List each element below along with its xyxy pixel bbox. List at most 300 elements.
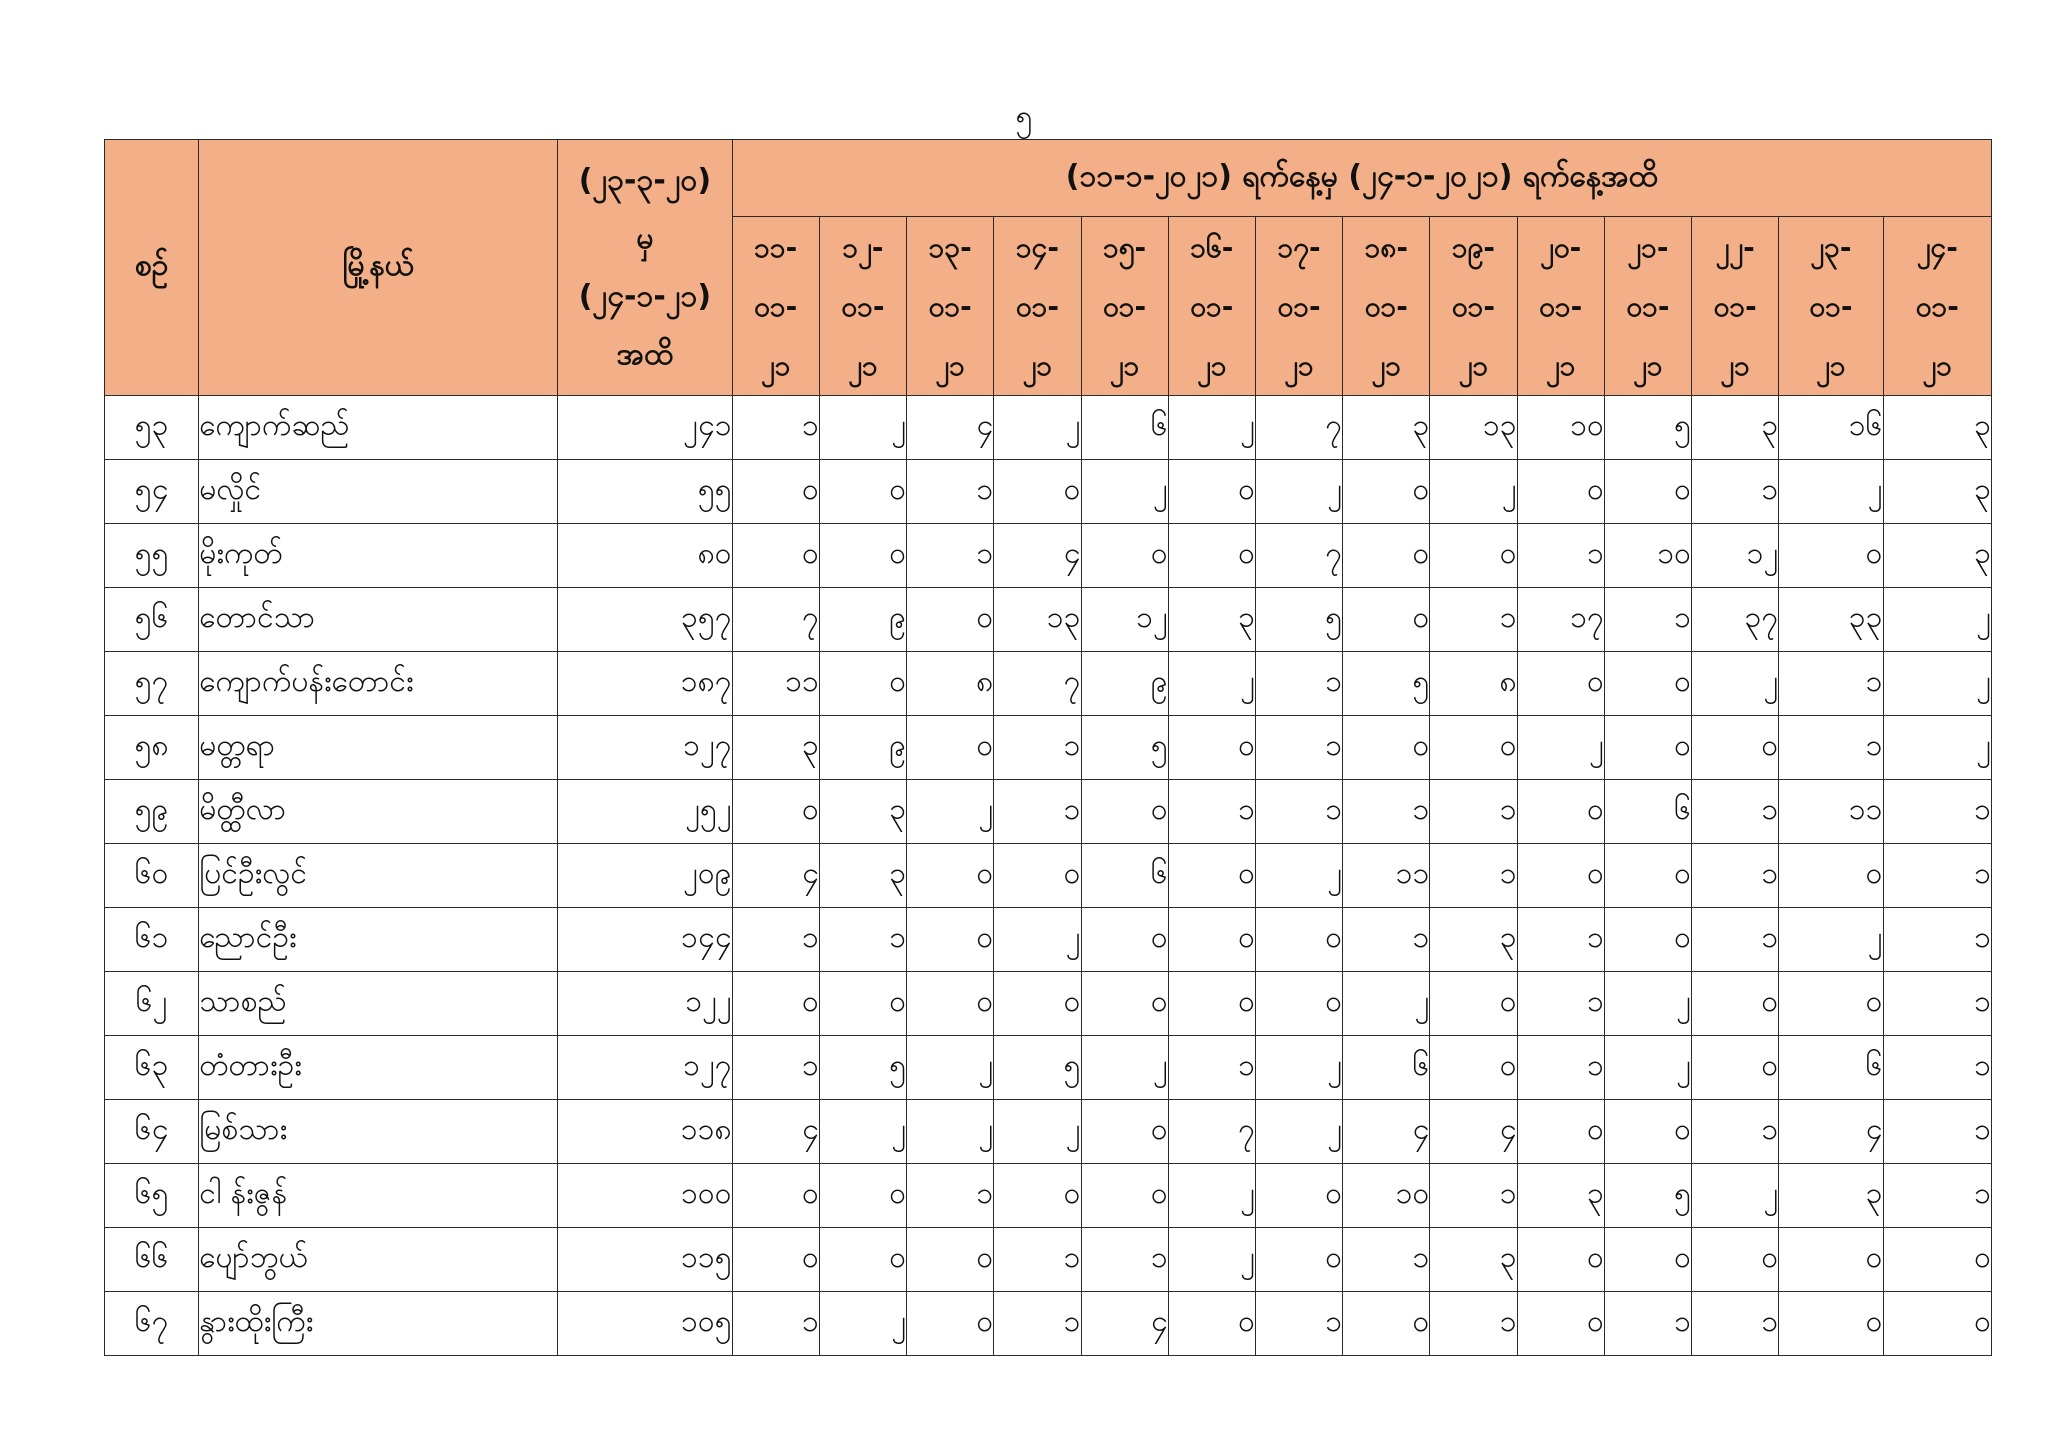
cell-day-count: ၀ — [1168, 716, 1255, 780]
cell-day-count: ၀ — [732, 780, 819, 844]
header-date — [1081, 217, 1168, 396]
table-row — [105, 716, 1992, 780]
cell-day-count: ၂ — [1343, 972, 1430, 1036]
cell-day-count: ၇ — [1255, 524, 1342, 588]
cell-day-count: ၂ — [1255, 1100, 1342, 1164]
cell-day-count: ၀ — [1255, 1228, 1342, 1292]
cell-day-count: ၀ — [1343, 588, 1430, 652]
cell-day-count: ၂ — [1779, 908, 1883, 972]
cell-day-count: ၀ — [1081, 1164, 1168, 1228]
cell-day-count: ၁ — [1343, 908, 1430, 972]
cell-total: ၁၀၅ — [558, 1292, 732, 1356]
cell-day-count: ၀ — [732, 524, 819, 588]
cell-no: ၆၀ — [105, 844, 199, 908]
cell-day-count: ၃ — [1343, 396, 1430, 460]
cell-no: ၆၂ — [105, 972, 199, 1036]
cell-township: ပြင်ဦးလွင် — [199, 844, 558, 908]
cell-day-count: ၃ — [1883, 524, 1991, 588]
cell-day-count: ၀ — [1604, 460, 1691, 524]
header-date-line: ၀၁- — [754, 289, 798, 323]
cell-day-count: ၀ — [1255, 908, 1342, 972]
cell-day-count: ၅ — [1081, 716, 1168, 780]
header-date-line: ၁၁- — [754, 230, 798, 264]
cell-day-count: ၁ — [1430, 1292, 1517, 1356]
cell-day-count: ၅ — [1255, 588, 1342, 652]
cell-day-count: ၀ — [1692, 972, 1779, 1036]
cell-day-count: ၀ — [907, 588, 994, 652]
cell-day-count: ၆ — [1779, 1036, 1883, 1100]
cell-day-count: ၀ — [907, 716, 994, 780]
header-date-line: ၂၁ — [1371, 348, 1402, 382]
cell-no: ၅၉ — [105, 780, 199, 844]
header-date-line: ၀၁- — [1713, 289, 1757, 323]
cell-day-count: ၀ — [994, 1164, 1081, 1228]
cell-day-count: ၁ — [732, 1292, 819, 1356]
cell-day-count: ၄ — [907, 396, 994, 460]
cell-day-count: ၉ — [819, 716, 906, 780]
cell-day-count: ၀ — [1779, 524, 1883, 588]
cell-day-count: ၀ — [819, 1164, 906, 1228]
cell-day-count: ၀ — [1883, 1228, 1991, 1292]
cell-day-count: ၂ — [1255, 460, 1342, 524]
header-date-line: ၂၁ — [1109, 348, 1140, 382]
header-date-line: ၂၁ — [1922, 348, 1953, 382]
cell-day-count: ၁ — [1883, 1100, 1991, 1164]
cell-day-count: ၁ — [819, 908, 906, 972]
cell-day-count: ၇ — [732, 588, 819, 652]
cell-day-count: ၀ — [1255, 1164, 1342, 1228]
cell-day-count: ၁၇ — [1517, 588, 1604, 652]
cell-day-count: ၁ — [732, 1036, 819, 1100]
cell-day-count: ၄ — [1430, 1100, 1517, 1164]
cell-day-count: ၃၃ — [1779, 588, 1883, 652]
cell-day-count: ၀ — [1343, 460, 1430, 524]
cell-day-count: ၇ — [1255, 396, 1342, 460]
header-date-line: ၀၁- — [1277, 289, 1321, 323]
cell-day-count: ၂ — [994, 1100, 1081, 1164]
cell-day-count: ၁ — [1343, 780, 1430, 844]
cell-day-count: ၁ — [1081, 1228, 1168, 1292]
cell-day-count: ၁ — [994, 1228, 1081, 1292]
header-date-line: ၂၁ — [1816, 348, 1846, 382]
cell-township: တောင်သာ — [199, 588, 558, 652]
cell-day-count: ၁ — [1883, 972, 1991, 1036]
cell-day-count: ၁ — [732, 908, 819, 972]
cell-day-count: ၂ — [1604, 1036, 1691, 1100]
cell-day-count: ၁၀ — [1604, 524, 1691, 588]
header-date — [1255, 217, 1342, 396]
cell-day-count: ၁၁ — [1343, 844, 1430, 908]
cell-day-count: ၁ — [1517, 524, 1604, 588]
cell-day-count: ၃ — [1430, 1228, 1517, 1292]
cell-day-count: ၂ — [1883, 652, 1991, 716]
header-total-line: မှ — [636, 220, 654, 256]
cell-day-count: ၁၁ — [1779, 780, 1883, 844]
cell-day-count: ၀ — [1692, 1036, 1779, 1100]
cell-day-count: ၁၁ — [732, 652, 819, 716]
cell-day-count: ၀ — [819, 1228, 906, 1292]
cell-day-count: ၀ — [819, 460, 906, 524]
cell-day-count: ၅ — [1604, 396, 1691, 460]
cell-day-count: ၀ — [1168, 1292, 1255, 1356]
cell-township: ကျောက်ပန်းတောင်း — [199, 652, 558, 716]
cell-day-count: ၁ — [994, 1292, 1081, 1356]
cell-day-count: ၁ — [1255, 652, 1342, 716]
cell-township: မိတ္ထီလာ — [199, 780, 558, 844]
cell-no: ၅၄ — [105, 460, 199, 524]
cell-day-count: ၃ — [1692, 396, 1779, 460]
cell-total: ၈၀ — [558, 524, 732, 588]
cell-day-count: ၂ — [907, 1036, 994, 1100]
cell-day-count: ၃ — [1883, 396, 1991, 460]
cell-day-count: ၁ — [907, 460, 994, 524]
cell-no: ၆၆ — [105, 1228, 199, 1292]
cell-day-count: ၀ — [819, 972, 906, 1036]
cell-day-count: ၀ — [1430, 524, 1517, 588]
cell-day-count: ၂ — [1692, 1164, 1779, 1228]
cell-day-count: ၀ — [1081, 1100, 1168, 1164]
cell-day-count: ၄ — [732, 844, 819, 908]
cell-day-count: ၁ — [1430, 844, 1517, 908]
cell-day-count: ၁ — [1517, 908, 1604, 972]
cell-day-count: ၂ — [819, 1100, 906, 1164]
cell-day-count: ၁ — [994, 780, 1081, 844]
cell-day-count: ၂ — [1692, 652, 1779, 716]
cell-day-count: ၀ — [819, 652, 906, 716]
table-row — [105, 1228, 1992, 1292]
cell-day-count: ၄ — [1779, 1100, 1883, 1164]
cell-no: ၅၃ — [105, 396, 199, 460]
header-date — [1430, 217, 1517, 396]
cell-day-count: ၀ — [1517, 780, 1604, 844]
cell-day-count: ၀ — [907, 908, 994, 972]
cell-day-count: ၀ — [1168, 460, 1255, 524]
cell-day-count: ၉ — [1081, 652, 1168, 716]
cell-day-count: ၁ — [1692, 844, 1779, 908]
cell-day-count: ၁ — [1779, 652, 1883, 716]
header-date-line: ၁၉- — [1451, 230, 1496, 264]
cell-day-count: ၂ — [1430, 460, 1517, 524]
table-row — [105, 1100, 1992, 1164]
cell-township: ပျော်ဘွယ် — [199, 1228, 558, 1292]
header-date-range: (၁၁-၁-၂၀၂၁) ရက်နေ့မှ (၂၄-၁-၂၀၂၁) ရက်နေ့အထိ — [732, 140, 1991, 217]
cell-day-count: ၁၆ — [1779, 396, 1883, 460]
cell-day-count: ၂ — [1604, 972, 1691, 1036]
cell-day-count: ၀ — [1517, 1228, 1604, 1292]
table-row — [105, 972, 1992, 1036]
cell-day-count: ၁ — [1430, 588, 1517, 652]
cell-township: သာစည် — [199, 972, 558, 1036]
header-date-line: ၁၆- — [1190, 230, 1234, 264]
cell-total: ၂၀၉ — [558, 844, 732, 908]
header-date-line: ၀၁- — [1015, 289, 1059, 323]
cell-total: ၁၂၇ — [558, 716, 732, 780]
cell-day-count: ၁ — [1255, 716, 1342, 780]
cell-day-count: ၂ — [1168, 652, 1255, 716]
cell-day-count: ၂ — [1883, 588, 1991, 652]
header-total-line: အထိ — [616, 336, 674, 372]
header-date-line: ၂၁ — [1197, 348, 1227, 382]
cell-day-count: ၂ — [1168, 1164, 1255, 1228]
cell-day-count: ၂ — [819, 1292, 906, 1356]
cell-no: ၆၅ — [105, 1164, 199, 1228]
cell-day-count: ၃ — [1168, 588, 1255, 652]
cell-day-count: ၀ — [1343, 716, 1430, 780]
cell-day-count: ၀ — [1343, 524, 1430, 588]
cell-day-count: ၁ — [1692, 460, 1779, 524]
cell-day-count: ၀ — [1168, 972, 1255, 1036]
cell-day-count: ၆ — [1604, 780, 1691, 844]
cell-day-count: ၁ — [1255, 1292, 1342, 1356]
cell-day-count: ၆ — [1081, 844, 1168, 908]
cell-day-count: ၁ — [1168, 780, 1255, 844]
cell-day-count: ၀ — [1779, 844, 1883, 908]
cell-day-count: ၁၂ — [1692, 524, 1779, 588]
cell-total: ၂၅၂ — [558, 780, 732, 844]
cell-township: နွားထိုးကြီး — [199, 1292, 558, 1356]
cell-day-count: ၁ — [1168, 1036, 1255, 1100]
cell-no: ၆၁ — [105, 908, 199, 972]
header-date — [1779, 217, 1883, 396]
cell-day-count: ၂ — [1168, 1228, 1255, 1292]
cell-day-count: ၁ — [1343, 1228, 1430, 1292]
cell-total: ၁၀၀ — [558, 1164, 732, 1228]
table-row — [105, 588, 1992, 652]
cell-day-count: ၂ — [1255, 844, 1342, 908]
cell-day-count: ၁၃ — [1430, 396, 1517, 460]
cell-day-count: ၅ — [819, 1036, 906, 1100]
cell-day-count: ၈ — [1430, 652, 1517, 716]
table-row — [105, 908, 1992, 972]
cell-day-count: ၁ — [994, 716, 1081, 780]
cell-day-count: ၁ — [1604, 1292, 1691, 1356]
header-date — [1692, 217, 1779, 396]
cell-total: ၁၂၇ — [558, 1036, 732, 1100]
header-date-line: ၀၁- — [1809, 289, 1853, 323]
cell-day-count: ၃ — [819, 844, 906, 908]
cell-day-count: ၁ — [1883, 908, 1991, 972]
cell-day-count: ၀ — [1343, 1292, 1430, 1356]
cell-day-count: ၁ — [1692, 908, 1779, 972]
cell-day-count: ၆ — [1343, 1036, 1430, 1100]
cell-day-count: ၁ — [1883, 1164, 1991, 1228]
cell-day-count: ၀ — [907, 1292, 994, 1356]
cell-day-count: ၂ — [1779, 460, 1883, 524]
header-total — [558, 140, 732, 396]
header-date-line: ၀၁- — [1103, 289, 1147, 323]
header-date-line: ၀၁- — [1451, 289, 1496, 323]
cell-township: ညောင်ဦး — [199, 908, 558, 972]
cell-day-count: ၀ — [1168, 844, 1255, 908]
cell-township: မြစ်သား — [199, 1100, 558, 1164]
cell-day-count: ၀ — [1081, 524, 1168, 588]
cell-day-count: ၁၀ — [1517, 396, 1604, 460]
header-date-line: ၂၀- — [1540, 230, 1582, 264]
cell-total: ၅၅ — [558, 460, 732, 524]
cell-no: ၆၃ — [105, 1036, 199, 1100]
cell-total: ၁၈၇ — [558, 652, 732, 716]
cell-day-count: ၁ — [1692, 1100, 1779, 1164]
cell-day-count: ၀ — [907, 844, 994, 908]
cell-day-count: ၀ — [1517, 1292, 1604, 1356]
cell-day-count: ၀ — [1692, 716, 1779, 780]
cell-day-count: ၁ — [1517, 1036, 1604, 1100]
cell-day-count: ၀ — [1604, 1228, 1691, 1292]
cell-day-count: ၇ — [1168, 1100, 1255, 1164]
cell-day-count: ၀ — [1604, 908, 1691, 972]
cell-day-count: ၂ — [1081, 460, 1168, 524]
cell-day-count: ၁ — [1883, 1036, 1991, 1100]
cell-day-count: ၇ — [994, 652, 1081, 716]
cell-day-count: ၁၃ — [994, 588, 1081, 652]
cell-day-count: ၀ — [907, 1228, 994, 1292]
cell-day-count: ၀ — [1604, 716, 1691, 780]
header-date-line: ၂၄- — [1916, 230, 1958, 264]
cell-day-count: ၁ — [907, 1164, 994, 1228]
cell-day-count: ၁ — [1883, 780, 1991, 844]
cell-day-count: ၀ — [1430, 1036, 1517, 1100]
table-row — [105, 652, 1992, 716]
header-date-line: ၂၁ — [1720, 348, 1750, 382]
cell-day-count: ၃ — [1517, 1164, 1604, 1228]
cell-total: ၁၂၂ — [558, 972, 732, 1036]
cell-day-count: ၀ — [1692, 1228, 1779, 1292]
cell-day-count: ၀ — [1517, 844, 1604, 908]
cell-day-count: ၃ — [1779, 1164, 1883, 1228]
cell-day-count: ၂ — [994, 908, 1081, 972]
header-date-line: ၂၁ — [1633, 348, 1663, 382]
cell-day-count: ၀ — [1517, 1100, 1604, 1164]
cell-day-count: ၀ — [1168, 524, 1255, 588]
header-date-line: ၁၄- — [1015, 230, 1059, 264]
header-date — [994, 217, 1081, 396]
header-date — [907, 217, 994, 396]
header-date-line: ၁၇- — [1277, 230, 1321, 264]
header-date-line: ၁၈- — [1364, 230, 1408, 264]
cell-day-count: ၈ — [907, 652, 994, 716]
page-number: ၅ — [1015, 99, 1033, 134]
cell-day-count: ၁ — [1692, 780, 1779, 844]
header-township: မြို့နယ် — [199, 140, 558, 396]
cell-no: ၅၅ — [105, 524, 199, 588]
cell-day-count: ၀ — [1430, 716, 1517, 780]
header-date-line: ၂၁ — [1458, 348, 1489, 382]
cell-day-count: ၁ — [907, 524, 994, 588]
cell-day-count: ၄ — [1343, 1100, 1430, 1164]
cell-total: ၃၅၇ — [558, 588, 732, 652]
cell-day-count: ၁ — [732, 396, 819, 460]
table-row — [105, 1164, 1992, 1228]
cell-day-count: ၃၇ — [1692, 588, 1779, 652]
header-date — [1517, 217, 1604, 396]
table-row — [105, 1292, 1992, 1356]
header-date-line: ၁၅- — [1103, 230, 1147, 264]
cell-day-count: ၁ — [1779, 716, 1883, 780]
cell-day-count: ၀ — [819, 524, 906, 588]
cell-no: ၅၈ — [105, 716, 199, 780]
header-date — [1343, 217, 1430, 396]
cell-day-count: ၀ — [1604, 652, 1691, 716]
header-date-line: ၀၁- — [1190, 289, 1234, 323]
header-total-line: (၂၃-၃-၂၀) — [578, 162, 712, 198]
cell-day-count: ၀ — [1883, 1292, 1991, 1356]
cell-day-count: ၁ — [1517, 972, 1604, 1036]
cell-no: ၆၄ — [105, 1100, 199, 1164]
covid-cases-table — [104, 139, 1992, 1356]
header-date-line: ၁၂- — [842, 230, 884, 264]
table-row — [105, 396, 1992, 460]
cell-day-count: ၀ — [732, 460, 819, 524]
cell-day-count: ၄ — [1081, 1292, 1168, 1356]
table-body — [105, 396, 1992, 1356]
header-date-line: ၂၃- — [1810, 230, 1852, 264]
cell-day-count: ၀ — [907, 972, 994, 1036]
cell-day-count: ၀ — [1255, 972, 1342, 1036]
header-date-line: ၂၁ — [760, 348, 791, 382]
cell-total: ၁၁၈ — [558, 1100, 732, 1164]
header-no: စဉ် — [105, 140, 199, 396]
cell-day-count: ၀ — [994, 460, 1081, 524]
header-date-line: ၂၁- — [1627, 230, 1669, 264]
cell-day-count: ၃ — [1883, 460, 1991, 524]
table-row — [105, 844, 1992, 908]
header-total-line: (၂၄-၁-၂၁) — [578, 278, 712, 314]
cell-day-count: ၀ — [1604, 844, 1691, 908]
header-date-line: ၂၁ — [1545, 348, 1576, 382]
cell-day-count: ၀ — [1081, 908, 1168, 972]
cell-day-count: ၁ — [1430, 1164, 1517, 1228]
cell-township: ကျောက်ဆည် — [199, 396, 558, 460]
header-date-line: ၂၁ — [1284, 348, 1314, 382]
cell-day-count: ၁၀ — [1343, 1164, 1430, 1228]
cell-day-count: ၀ — [1604, 1100, 1691, 1164]
header-date-line: ၁၃- — [928, 230, 972, 264]
cell-day-count: ၄ — [732, 1100, 819, 1164]
header-date-line: ၀၁- — [1364, 289, 1408, 323]
cell-day-count: ၄ — [994, 524, 1081, 588]
header-date — [1883, 217, 1991, 396]
table-row — [105, 1036, 1992, 1100]
cell-day-count: ၁ — [1430, 780, 1517, 844]
cell-day-count: ၀ — [1517, 652, 1604, 716]
header-date-line: ၀၁- — [841, 289, 885, 323]
cell-total: ၁၁၅ — [558, 1228, 732, 1292]
header-date — [1604, 217, 1691, 396]
cell-no: ၆၇ — [105, 1292, 199, 1356]
cell-day-count: ၂ — [1081, 1036, 1168, 1100]
cell-day-count: ၂ — [1255, 1036, 1342, 1100]
cell-day-count: ၀ — [732, 1228, 819, 1292]
table-row — [105, 780, 1992, 844]
cell-day-count: ၀ — [732, 972, 819, 1036]
cell-day-count: ၃ — [732, 716, 819, 780]
header-date-line: ၂၂- — [1715, 230, 1755, 264]
cell-no: ၅၆ — [105, 588, 199, 652]
cell-day-count: ၁ — [1883, 844, 1991, 908]
cell-day-count: ၆ — [1081, 396, 1168, 460]
cell-total: ၁၄၄ — [558, 908, 732, 972]
header-date-line: ၂၁ — [935, 348, 965, 382]
cell-day-count: ၀ — [1779, 1292, 1883, 1356]
cell-day-count: ၂ — [994, 396, 1081, 460]
header-date-line: ၀၁- — [1626, 289, 1670, 323]
cell-day-count: ၂ — [1168, 396, 1255, 460]
cell-day-count: ၀ — [1779, 972, 1883, 1036]
cell-day-count: ၅ — [1343, 652, 1430, 716]
table-header — [105, 140, 1992, 396]
header-date-line: ၂၁ — [1022, 348, 1053, 382]
table-row — [105, 524, 1992, 588]
